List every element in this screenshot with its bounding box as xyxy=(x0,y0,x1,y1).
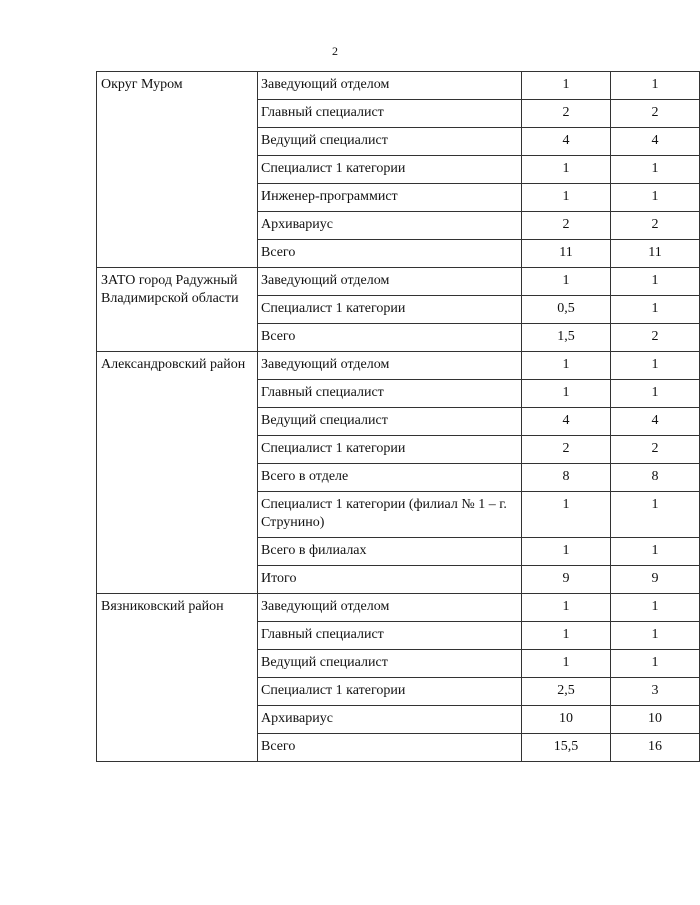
position-title: Архивариус xyxy=(258,706,522,734)
staff-count-current: 8 xyxy=(522,464,611,492)
staff-count-new: 8 xyxy=(611,464,700,492)
position-title: Заведующий отделом xyxy=(258,352,522,380)
position-title: Всего xyxy=(258,734,522,762)
position-title: Ведущий специалист xyxy=(258,128,522,156)
staff-count-new: 1 xyxy=(611,622,700,650)
staff-count-new: 1 xyxy=(611,492,700,538)
staff-count-current: 2 xyxy=(522,100,611,128)
staff-count-current: 4 xyxy=(522,408,611,436)
staff-count-new: 1 xyxy=(611,594,700,622)
staffing-table xyxy=(96,71,700,762)
staff-count-current: 15,5 xyxy=(522,734,611,762)
staff-count-current: 1 xyxy=(522,352,611,380)
position-title: Заведующий отделом xyxy=(258,72,522,100)
region-name: Александровский район xyxy=(97,352,258,594)
staff-count-new: 4 xyxy=(611,128,700,156)
staffing-table-body xyxy=(97,72,700,762)
position-title: Главный специалист xyxy=(258,380,522,408)
page-number: 2 xyxy=(332,44,338,58)
staff-count-new: 2 xyxy=(611,212,700,240)
staff-count-new: 1 xyxy=(611,296,700,324)
staff-count-current: 1 xyxy=(522,650,611,678)
staff-count-new: 2 xyxy=(611,436,700,464)
position-title: Специалист 1 категории xyxy=(258,296,522,324)
table-row xyxy=(97,594,700,622)
staff-count-current: 1 xyxy=(522,538,611,566)
staff-count-new: 1 xyxy=(611,352,700,380)
staff-count-new: 4 xyxy=(611,408,700,436)
position-title: Ведущий специалист xyxy=(258,650,522,678)
region-name: ЗАТО город Радужный Владимирской области xyxy=(97,268,258,352)
position-title: Главный специалист xyxy=(258,100,522,128)
position-title: Архивариус xyxy=(258,212,522,240)
staff-count-current: 2 xyxy=(522,436,611,464)
staff-count-current: 4 xyxy=(522,128,611,156)
staff-count-new: 11 xyxy=(611,240,700,268)
position-title: Всего xyxy=(258,240,522,268)
staff-count-new: 1 xyxy=(611,268,700,296)
staff-count-current: 10 xyxy=(522,706,611,734)
position-title: Специалист 1 категории xyxy=(258,156,522,184)
table-row xyxy=(97,268,700,296)
staff-count-current: 11 xyxy=(522,240,611,268)
staff-count-current: 1 xyxy=(522,492,611,538)
position-title: Всего в филиалах xyxy=(258,538,522,566)
position-title: Инженер-программист xyxy=(258,184,522,212)
staff-count-current: 1 xyxy=(522,156,611,184)
region-name: Вязниковский район xyxy=(97,594,258,762)
staff-count-current: 1 xyxy=(522,268,611,296)
staff-count-current: 1 xyxy=(522,594,611,622)
staff-count-new: 2 xyxy=(611,100,700,128)
position-title: Специалист 1 категории xyxy=(258,436,522,464)
staff-count-current: 1 xyxy=(522,380,611,408)
position-title: Специалист 1 категории (филиал № 1 – г. Струнино) xyxy=(258,492,522,538)
staff-count-new: 1 xyxy=(611,650,700,678)
staff-count-new: 3 xyxy=(611,678,700,706)
staff-count-new: 9 xyxy=(611,566,700,594)
position-title: Заведующий отделом xyxy=(258,594,522,622)
staff-count-new: 1 xyxy=(611,184,700,212)
staff-count-current: 2,5 xyxy=(522,678,611,706)
staff-count-new: 1 xyxy=(611,156,700,184)
staff-count-current: 1,5 xyxy=(522,324,611,352)
position-title: Ведущий специалист xyxy=(258,408,522,436)
staff-count-new: 2 xyxy=(611,324,700,352)
staff-count-current: 0,5 xyxy=(522,296,611,324)
staff-count-current: 1 xyxy=(522,622,611,650)
staff-count-new: 1 xyxy=(611,538,700,566)
table-row xyxy=(97,72,700,100)
staff-count-current: 9 xyxy=(522,566,611,594)
staff-count-new: 10 xyxy=(611,706,700,734)
staff-count-new: 1 xyxy=(611,72,700,100)
position-title: Всего в отделе xyxy=(258,464,522,492)
position-title: Главный специалист xyxy=(258,622,522,650)
region-name: Округ Муром xyxy=(97,72,258,268)
staff-count-new: 16 xyxy=(611,734,700,762)
position-title: Всего xyxy=(258,324,522,352)
position-title: Заведующий отделом xyxy=(258,268,522,296)
staff-count-current: 1 xyxy=(522,72,611,100)
staff-count-current: 1 xyxy=(522,184,611,212)
position-title: Итого xyxy=(258,566,522,594)
staff-count-current: 2 xyxy=(522,212,611,240)
position-title: Специалист 1 категории xyxy=(258,678,522,706)
staff-count-new: 1 xyxy=(611,380,700,408)
table-row xyxy=(97,352,700,380)
